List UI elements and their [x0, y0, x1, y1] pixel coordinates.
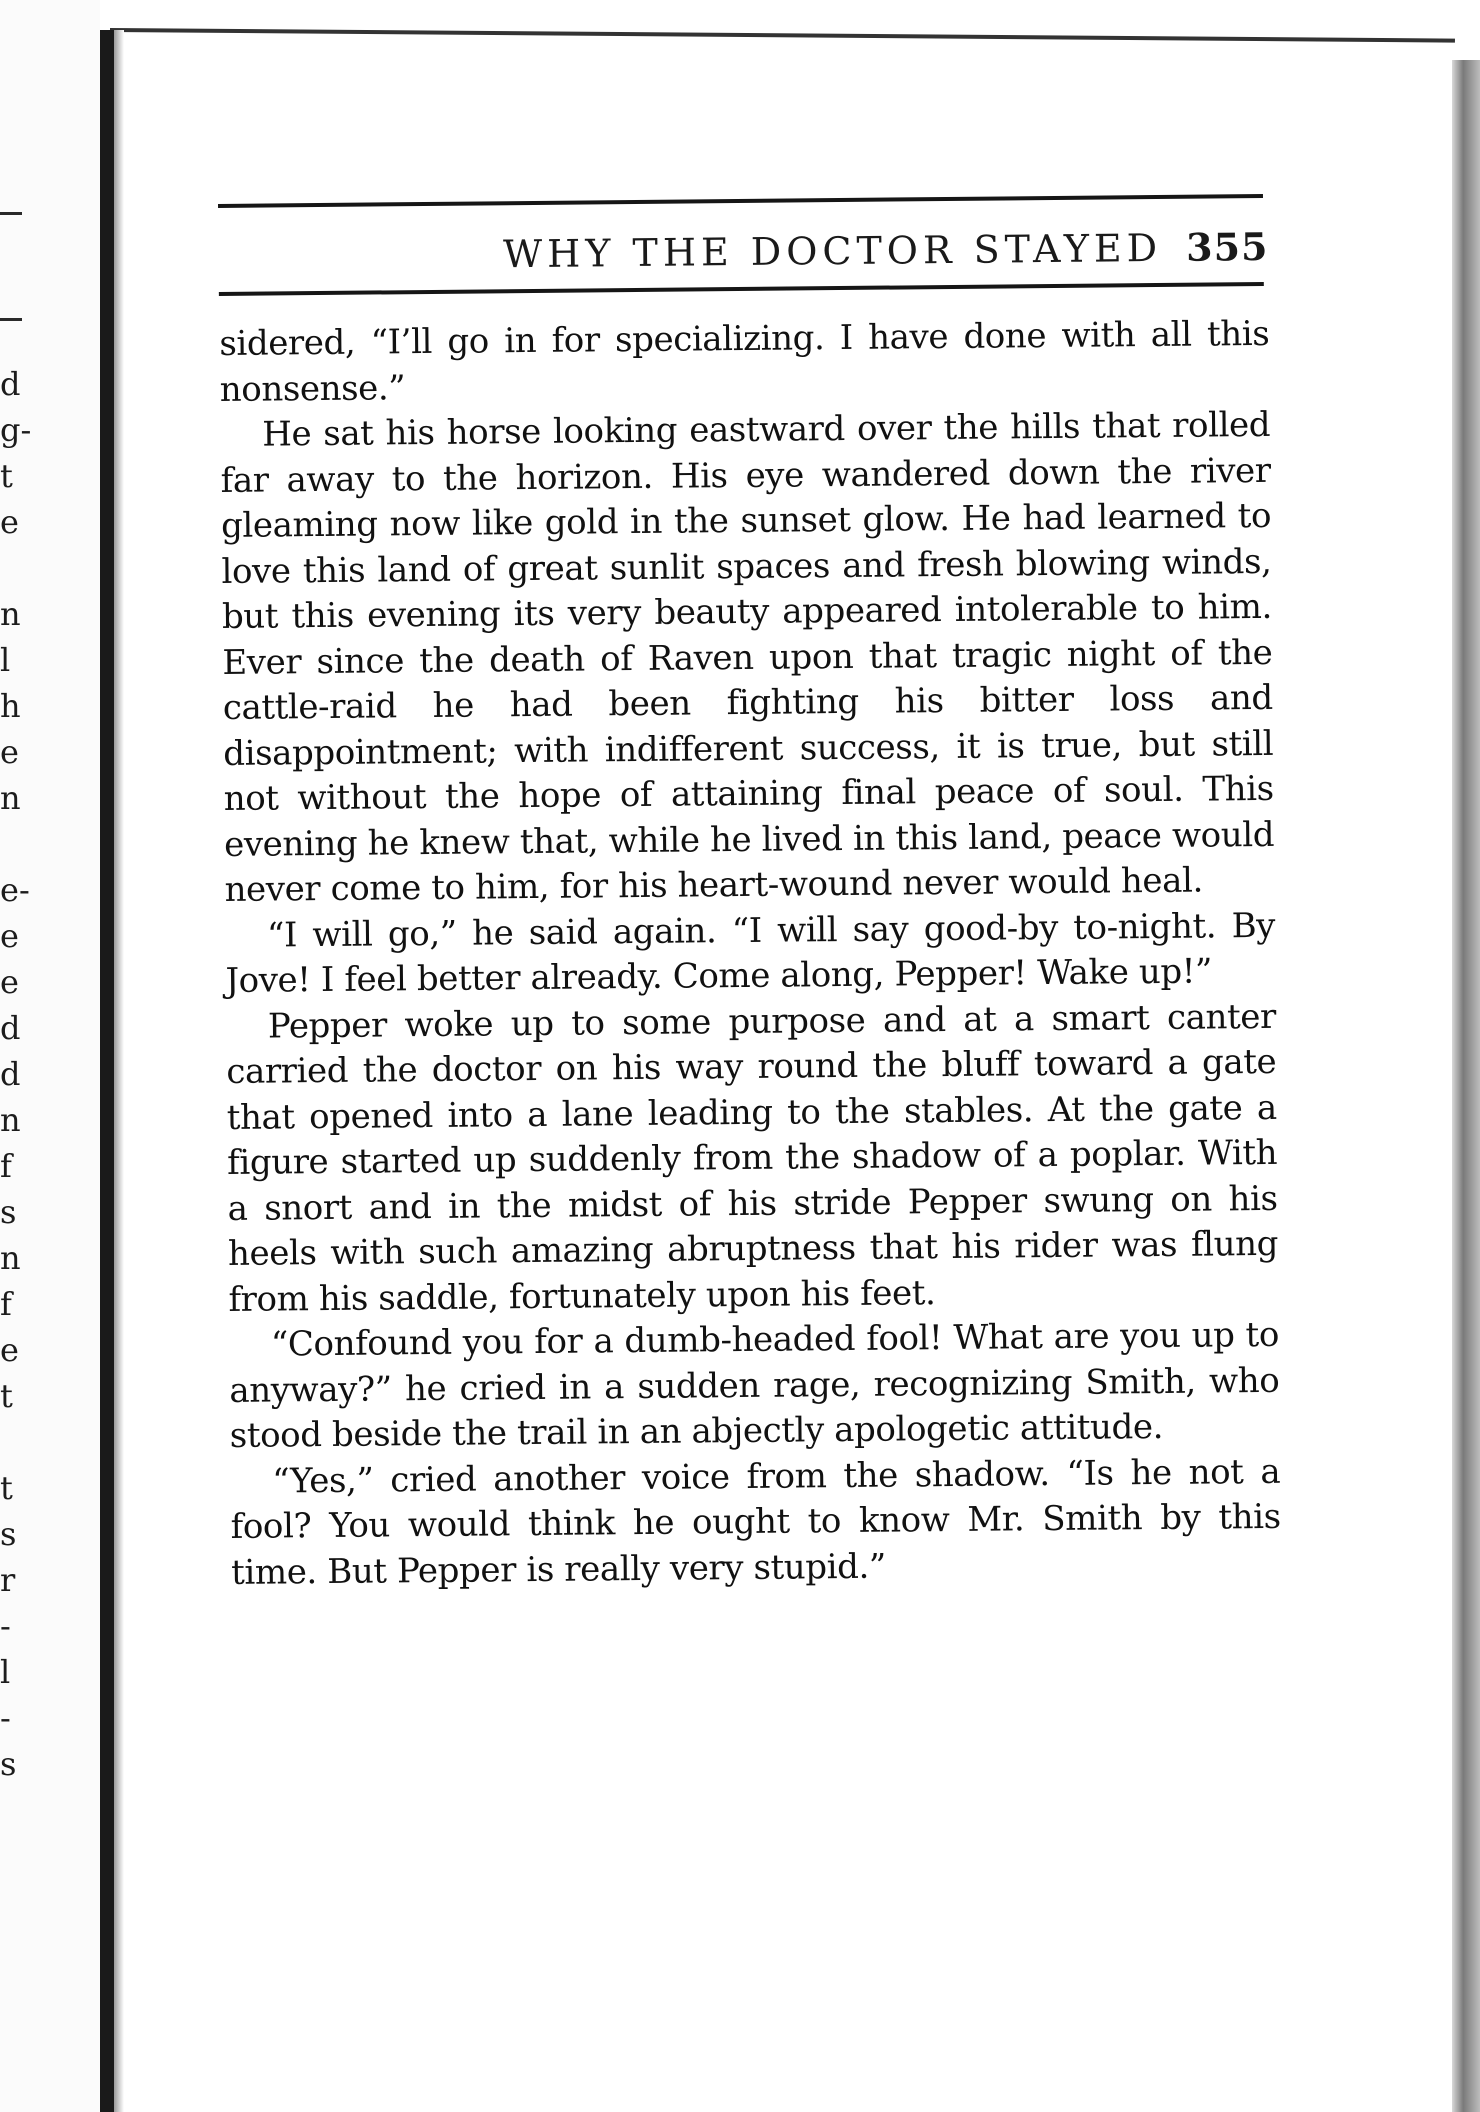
facing-page-fragment: s: [0, 1745, 17, 1783]
facing-page-fragment: e: [0, 503, 19, 541]
paragraph: sidered, “I’ll go in for specializing. I have done with all this nonsense.”: [219, 313, 1270, 410]
facing-page-fragment: e: [0, 733, 19, 771]
page-content: [218, 194, 1281, 1596]
facing-page-fragment: n: [0, 779, 21, 817]
facing-page-fragment: l: [0, 641, 11, 679]
facing-page-fragment: d: [0, 1009, 21, 1047]
facing-page-fragment: g-: [0, 411, 32, 449]
paragraph: “Yes,” cried another voice from the shadow. “Is he not a fool? You would think he ought to know Mr. Smith by this time. But Pepper is really very stupid.”: [230, 1451, 1281, 1593]
facing-page-fragment: n: [0, 1101, 21, 1139]
paragraph: He sat his horse looking eastward over the hills that rolled far away to the horizon. His eye wandered down the river gleaming now like gold in the sunset glow. He had learned to love this land of great sunlit spaces and fresh blowing winds, but this evening its very beauty appeared intolerable to him. Ever since the death of Raven upon that tragic night of the cattle-raid he had been fighting his bitter loss and disappointment; with indifferent success, it is true, but still not without the hope of attaining final peace of soul. This evening he knew that, while he lived in this land, peace would never come to him, for his heart-wound never would heal.: [220, 404, 1275, 910]
body-text: [219, 312, 1281, 1596]
header-rule-bottom: [219, 282, 1264, 296]
facing-page-fragment: -: [0, 1607, 11, 1645]
facing-page-fragments: [0, 0, 40, 2112]
facing-page-fragment: t: [0, 1377, 13, 1415]
running-head-title: WHY THE DOCTOR STAYED: [502, 225, 1163, 277]
page-number: 355: [1185, 223, 1269, 270]
paragraph: Pepper woke up to some purpose and at a smart canter carried the doctor on his way round the bluff toward a gate that opened into a lane leading to the stables. At the gate a figure started up suddenly from the shadow of a poplar. With a snort and in the midst of his stride Pepper swung on his heels with such amazing abruptness that his rider was flung from his saddle, fortunately upon his feet.: [226, 996, 1279, 1320]
facing-page-fragment: l: [0, 1653, 11, 1691]
facing-page-fragment: e-: [0, 871, 30, 909]
facing-page-fragment: -: [0, 1699, 11, 1737]
facing-page-fragment: s: [0, 1515, 17, 1553]
facing-page-fragment: f: [0, 1147, 12, 1185]
facing-page-fragment: n: [0, 595, 21, 633]
binding-gutter: [100, 30, 114, 2112]
paragraph: “I will go,” he said again. “I will say good-by to-night. By Jove! I feel better already. Come along, Pepper! Wake up!”: [225, 905, 1276, 1001]
facing-page-fragment: d: [0, 1055, 21, 1093]
facing-page-fragment: n: [0, 1239, 21, 1277]
facing-page-fragment: f: [0, 1285, 12, 1323]
running-head: [218, 223, 1269, 277]
facing-page-fragment: s: [0, 1193, 17, 1231]
facing-page-fragment: e: [0, 917, 19, 955]
paragraph: “Confound you for a dumb-headed fool! What are you up to anyway?” he cried in a sudden rage, recognizing Smith, who stood beside the trail in an abjectly apologetic attitude.: [229, 1314, 1280, 1456]
facing-page-fragment: h: [0, 687, 21, 725]
facing-page-fragment: d: [0, 365, 21, 403]
gutter-shadow: [114, 30, 124, 2112]
page-fore-edge: [1452, 60, 1480, 2112]
facing-page-fragment: t: [0, 457, 13, 495]
facing-page-fragment: r: [0, 1561, 16, 1599]
header-rule-top: [218, 194, 1263, 208]
facing-page-fragment: e: [0, 963, 19, 1001]
facing-page-fragment: t: [0, 1469, 13, 1507]
top-margin: [114, 0, 1480, 30]
page-top-border: [110, 28, 1455, 43]
facing-page-edge: [0, 0, 100, 2112]
facing-page-fragment: e: [0, 1331, 19, 1369]
